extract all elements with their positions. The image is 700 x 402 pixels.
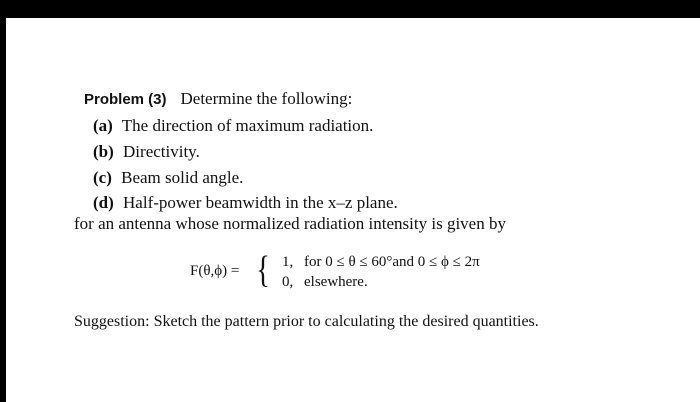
item-label: (b) bbox=[93, 142, 114, 161]
item-d bbox=[93, 193, 398, 213]
equation-case-1 bbox=[282, 254, 480, 271]
item-b bbox=[93, 142, 200, 162]
suggestion-text: Suggestion: Sketch the pattern prior to calculating the desired quantities. bbox=[74, 313, 539, 330]
item-label: (d) bbox=[93, 193, 114, 212]
problem-title bbox=[84, 89, 352, 109]
top-border-bar bbox=[0, 0, 700, 18]
item-text: The direction of maximum radiation. bbox=[121, 116, 374, 135]
equation-lhs: F(θ,ϕ) = bbox=[190, 263, 240, 279]
item-label: (c) bbox=[93, 168, 112, 187]
item-text: Directivity. bbox=[123, 142, 200, 161]
equation-case-2 bbox=[282, 274, 368, 291]
item-a bbox=[93, 116, 373, 136]
left-brace: { bbox=[256, 249, 270, 291]
case-value: 1, bbox=[282, 254, 294, 270]
item-text: Half-power beamwidth in the x–z plane. bbox=[123, 193, 398, 212]
problem-heading: Determine the following: bbox=[180, 89, 353, 108]
item-text: Beam solid angle. bbox=[121, 168, 244, 187]
item-c bbox=[93, 168, 243, 188]
item-label: (a) bbox=[93, 116, 113, 135]
problem-number: Problem (3) bbox=[84, 91, 167, 108]
intro-text: for an antenna whose normalized radiation intensity is given by bbox=[74, 214, 506, 233]
case-value: 0, bbox=[282, 274, 294, 290]
case-condition: elsewhere. bbox=[304, 274, 368, 290]
case-condition: for 0 ≤ θ ≤ 60°and 0 ≤ ϕ ≤ 2π bbox=[304, 254, 480, 270]
left-border-bar bbox=[0, 0, 6, 402]
